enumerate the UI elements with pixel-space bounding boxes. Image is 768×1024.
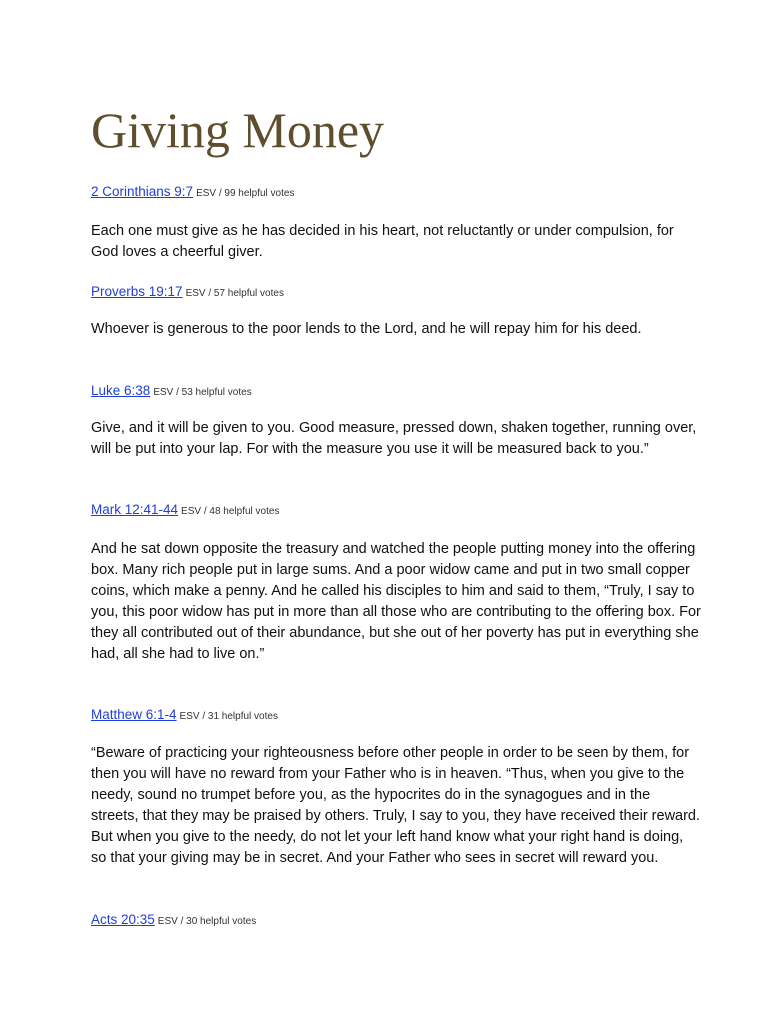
verse-reference-link[interactable]: Luke 6:38 [91, 383, 151, 398]
verse-reference-link[interactable]: Proverbs 19:17 [91, 284, 183, 299]
verse-reference-link[interactable]: Acts 20:35 [91, 912, 155, 927]
verse-reference-link[interactable]: Mark 12:41-44 [91, 502, 179, 517]
verse-meta: ESV / 53 helpful votes [153, 387, 252, 398]
verse-text: And he sat down opposite the treasury and watched the people putting money into the offering box. Many rich people put in large sums. And a poor widow came and put in two small copper coins, which make a penny. And he called his disciples to him and said to them, “Truly, I say to you, this poor widow has put in more than all those who are contributing to the offering box. For they all contributed out of their abundance, but she out of her poverty has put in everything she had, all she had to live on.” [91, 541, 701, 662]
verse-reference-link[interactable]: 2 Corinthians 9:7 [91, 184, 194, 199]
verse-meta: ESV / 57 helpful votes [185, 288, 284, 299]
page-title: Giving Money [91, 102, 385, 158]
verse-reference-line [91, 383, 252, 401]
verse-text: Each one must give as he has decided in his heart, not reluctantly or under compulsion, for God loves a cheerful giver. [91, 223, 674, 260]
verse-reference-line [91, 912, 256, 930]
verse-meta: ESV / 30 helpful votes [157, 916, 257, 927]
verse-meta: ESV / 99 helpful votes [196, 188, 295, 199]
verse-meta: ESV / 48 helpful votes [181, 506, 280, 517]
verse-text: Whoever is generous to the poor lends to the Lord, and he will repay him for his deed. [91, 321, 642, 337]
verse-reference-link[interactable]: Matthew 6:1-4 [91, 707, 177, 722]
verse-text: Give, and it will be given to you. Good measure, pressed down, shaken together, running over, will be put into your lap. For with the measure you use it will be measured back to you.” [91, 420, 697, 457]
verse-reference-line [91, 502, 279, 520]
verse-reference-line [91, 707, 278, 725]
verse-reference-line [91, 184, 294, 202]
verse-meta: ESV / 31 helpful votes [179, 711, 278, 722]
verse-reference-line [91, 284, 284, 302]
verse-text: “Beware of practicing your righteousness before other people in order to be seen by them, for then you will have no reward from your Father who is in heaven. “Thus, when you give to the needy, sound no trumpet before you, as the hypocrites do in the synagogues and in the streets, that they may be praised by others. Truly, I say to you, they have received their reward. But when you give to the needy, do not let your left hand know what your right hand is doing, so that your giving may be in secret. And your Father who sees in secret will reward you. [91, 745, 701, 866]
